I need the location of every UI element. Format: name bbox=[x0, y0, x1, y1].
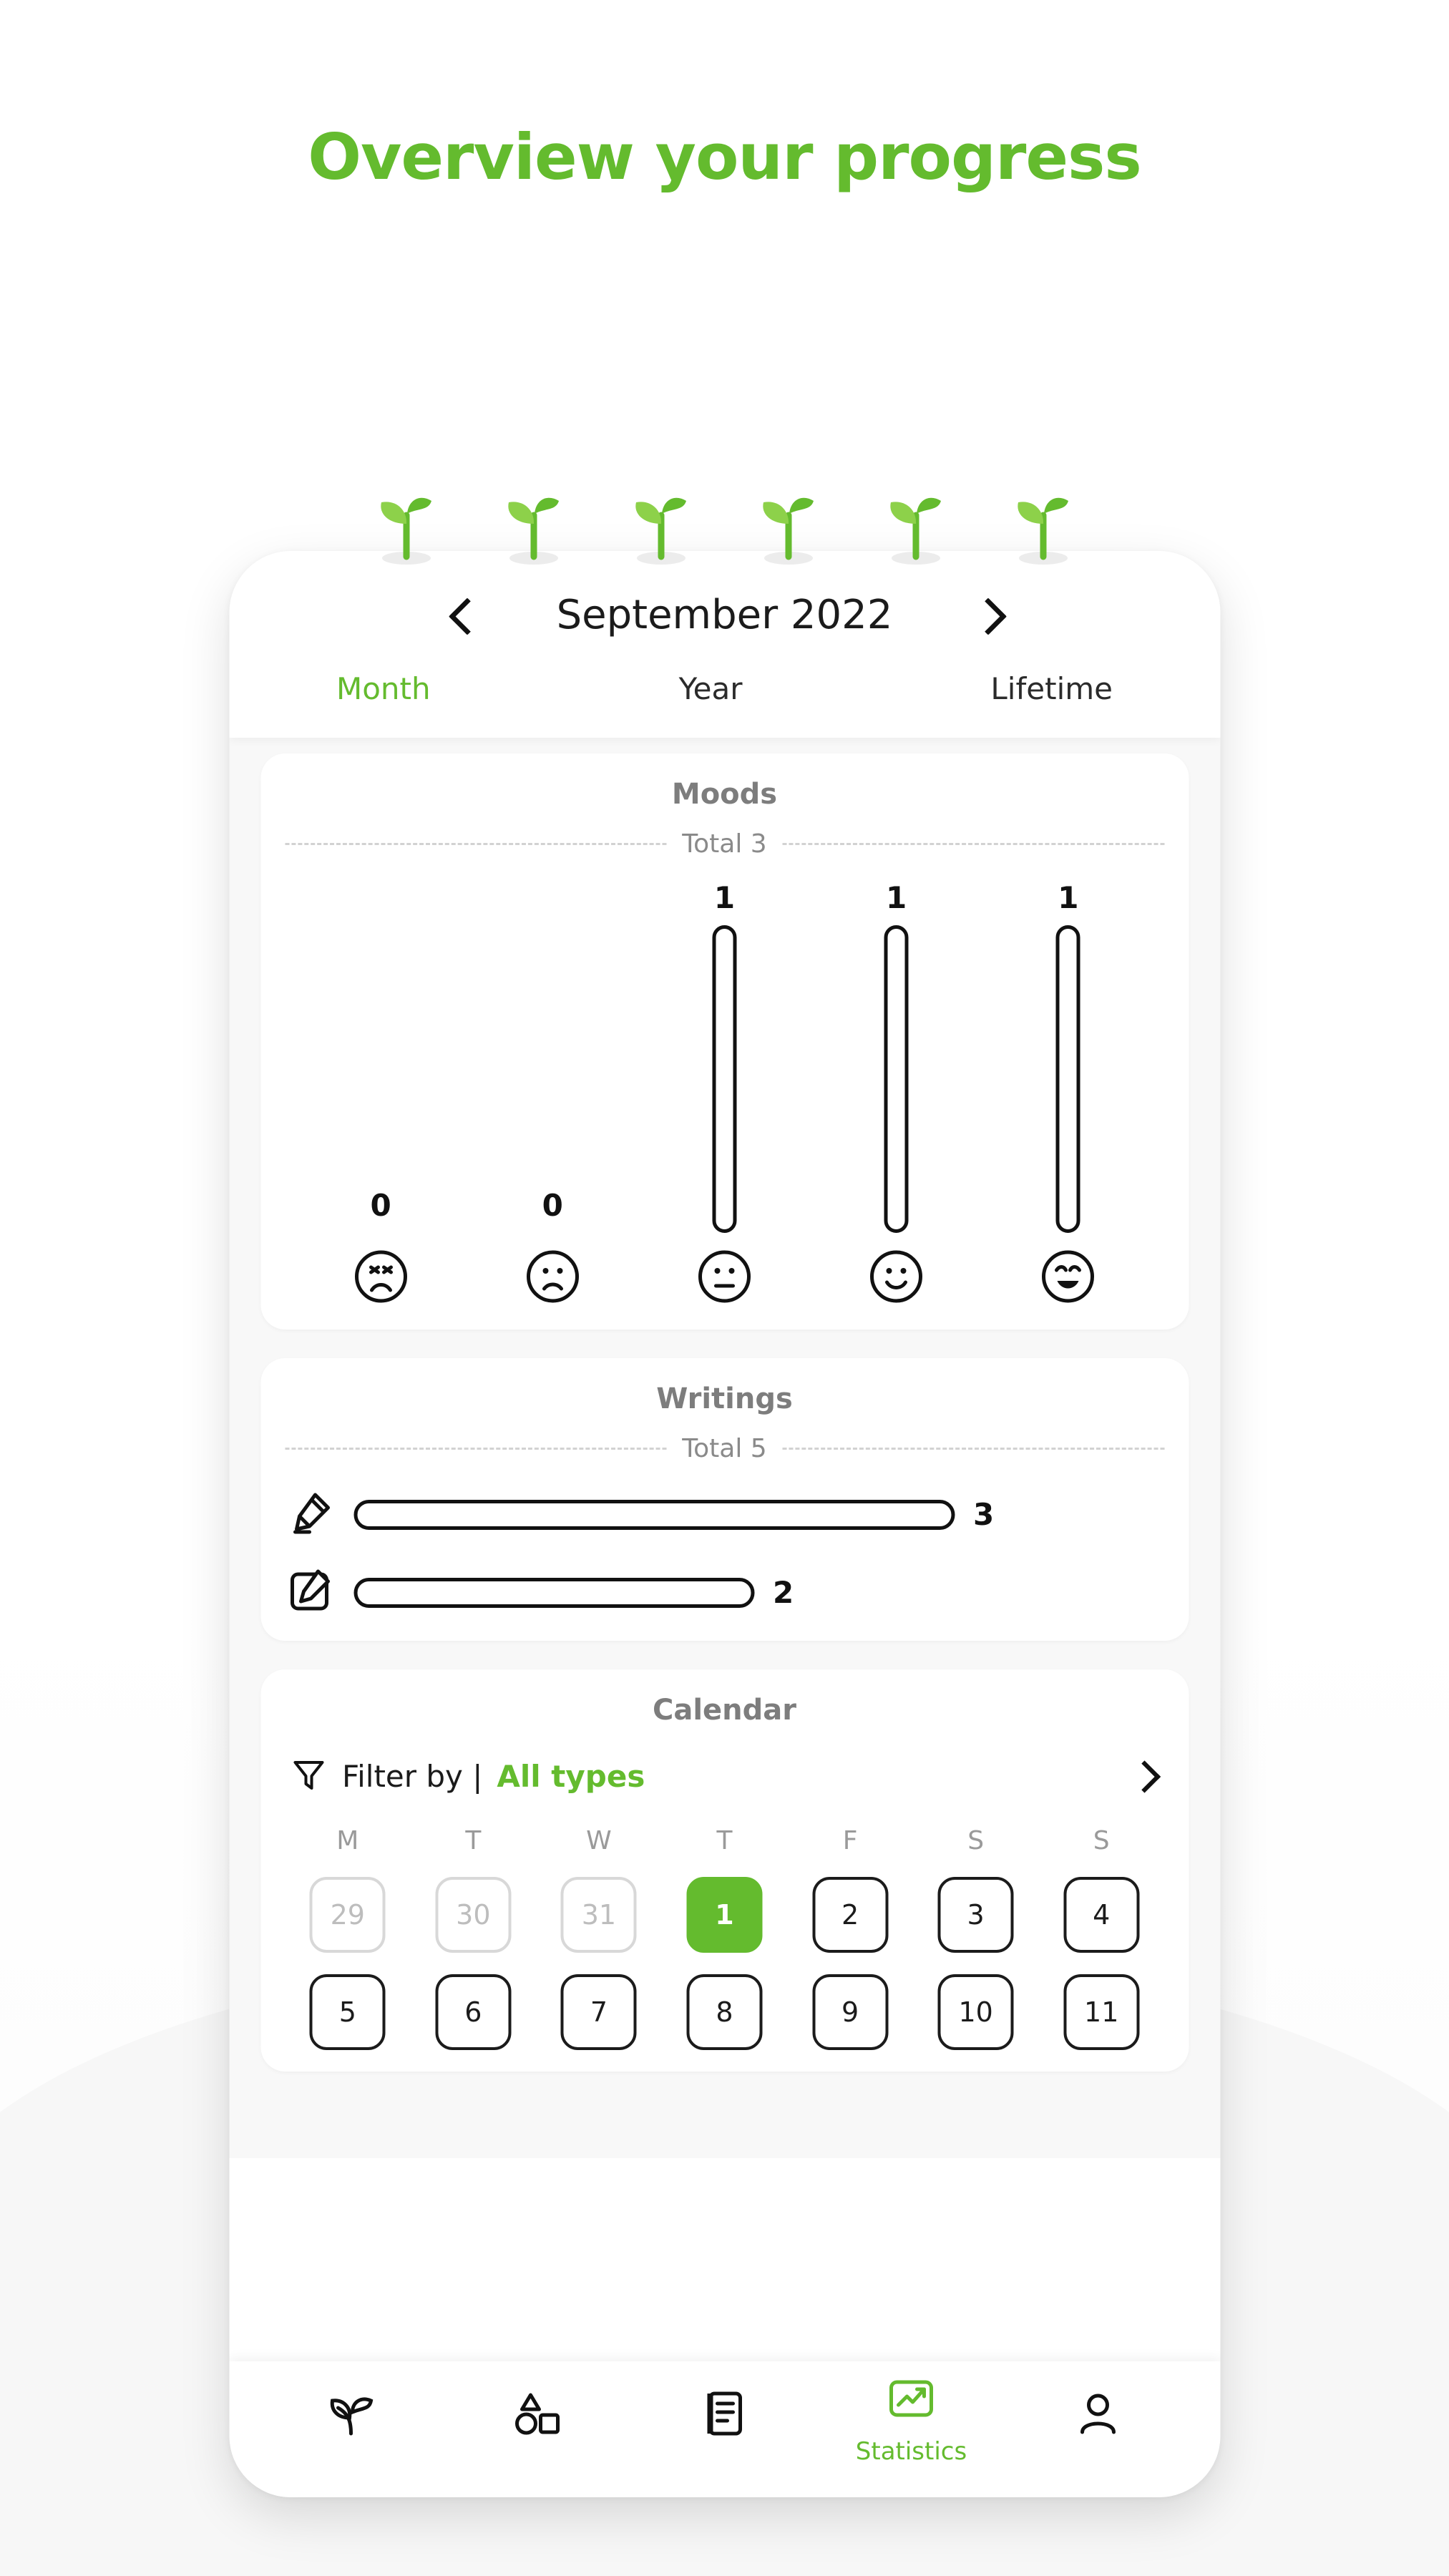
sprout-icon bbox=[1004, 479, 1083, 565]
calendar-day[interactable]: 2 bbox=[812, 1877, 888, 1953]
moods-total-row bbox=[285, 829, 1164, 859]
chevron-left-icon[interactable] bbox=[446, 599, 477, 630]
calendar-day-headers bbox=[285, 1826, 1164, 1855]
sprout-row bbox=[303, 458, 1147, 565]
writings-total-label: Total 5 bbox=[682, 1434, 767, 1463]
mood-sad-icon bbox=[525, 1249, 580, 1308]
calendar-day[interactable]: 6 bbox=[435, 1974, 511, 2050]
range-tabs bbox=[229, 654, 1220, 731]
mood-bar bbox=[712, 925, 736, 1233]
calendar-day[interactable]: 30 bbox=[435, 1877, 511, 1953]
person-icon bbox=[1071, 2386, 1126, 2444]
calendar-day[interactable]: 5 bbox=[310, 1974, 386, 2050]
day-header: F bbox=[842, 1826, 858, 1855]
mood-value-label: 1 bbox=[713, 880, 736, 915]
writings-title: Writings bbox=[656, 1382, 793, 1415]
highlighter-icon bbox=[285, 1488, 335, 1541]
tab-month[interactable]: Month bbox=[336, 671, 431, 706]
nav-item-profile[interactable] bbox=[1027, 2386, 1170, 2451]
phone-frame bbox=[229, 551, 1220, 2497]
moods-total-label: Total 3 bbox=[682, 829, 767, 859]
calendar-day[interactable]: 10 bbox=[938, 1974, 1014, 2050]
chevron-right-icon[interactable] bbox=[1131, 1762, 1160, 1791]
mood-value-label: 0 bbox=[542, 1188, 563, 1223]
divider-right bbox=[783, 843, 1164, 845]
calendar-title: Calendar bbox=[652, 1694, 796, 1727]
mood-happy-icon bbox=[869, 1249, 924, 1308]
calendar-day[interactable]: 29 bbox=[310, 1877, 386, 1953]
day-header: S bbox=[1093, 1826, 1110, 1855]
day-header: W bbox=[586, 1826, 612, 1855]
month-navigator bbox=[229, 575, 1220, 654]
mood-very-sad-icon bbox=[353, 1249, 409, 1308]
writing-bar bbox=[353, 1578, 754, 1608]
filter-label: Filter by | bbox=[342, 1759, 483, 1794]
moods-card bbox=[260, 753, 1189, 1330]
journal-icon bbox=[698, 2386, 752, 2444]
writing-row bbox=[285, 1566, 1164, 1619]
sprout-icon bbox=[622, 479, 701, 565]
nav-item-statistics[interactable] bbox=[840, 2372, 983, 2466]
filter-row[interactable] bbox=[285, 1745, 1164, 1805]
tab-year[interactable]: Year bbox=[678, 671, 743, 706]
calendar-card bbox=[260, 1669, 1189, 2072]
writings-card bbox=[260, 1358, 1189, 1641]
mood-value-label: 1 bbox=[1058, 880, 1079, 915]
mood-column bbox=[1015, 864, 1122, 1308]
writing-row bbox=[285, 1488, 1164, 1541]
chevron-right-icon[interactable] bbox=[972, 599, 1004, 630]
divider-left bbox=[285, 843, 666, 845]
calendar-week bbox=[285, 1877, 1164, 1953]
calendar-day[interactable]: 8 bbox=[686, 1974, 762, 2050]
calendar-day[interactable]: 9 bbox=[812, 1974, 888, 2050]
pencil-note-icon bbox=[285, 1566, 335, 1619]
chart-line-icon bbox=[884, 2372, 939, 2430]
moods-title: Moods bbox=[671, 778, 778, 811]
calendar-week bbox=[285, 1974, 1164, 2050]
nav-item-journal[interactable] bbox=[653, 2386, 796, 2451]
day-header: T bbox=[465, 1826, 482, 1855]
calendar-day[interactable]: 31 bbox=[561, 1877, 637, 1953]
mood-bar bbox=[1056, 925, 1080, 1233]
day-header: M bbox=[336, 1826, 359, 1855]
day-header: S bbox=[967, 1826, 985, 1855]
mood-column bbox=[327, 864, 434, 1308]
nav-item-plants[interactable] bbox=[280, 2386, 423, 2451]
mood-column bbox=[843, 864, 950, 1308]
calendar-day[interactable]: 3 bbox=[938, 1877, 1014, 1953]
writing-bar bbox=[353, 1500, 955, 1530]
shapes-icon bbox=[511, 2386, 565, 2444]
mood-column bbox=[499, 864, 606, 1308]
mood-neutral-icon bbox=[696, 1249, 752, 1308]
calendar-day-selected[interactable]: 1 bbox=[686, 1877, 762, 1953]
calendar-day[interactable]: 4 bbox=[1063, 1877, 1139, 1953]
divider-right bbox=[783, 1448, 1164, 1450]
writing-count: 2 bbox=[773, 1575, 794, 1610]
mood-very-happy-icon bbox=[1040, 1249, 1096, 1308]
sprout-icon bbox=[494, 479, 573, 565]
month-title: September 2022 bbox=[556, 591, 893, 638]
day-header: T bbox=[716, 1826, 733, 1855]
tab-lifetime[interactable]: Lifetime bbox=[990, 671, 1113, 706]
sprout-icon bbox=[877, 479, 955, 565]
divider-left bbox=[285, 1448, 666, 1450]
statistics-scroll[interactable] bbox=[229, 738, 1220, 2158]
calendar-day[interactable]: 7 bbox=[561, 1974, 637, 2050]
bottom-navigation bbox=[229, 2361, 1220, 2497]
mood-column bbox=[670, 864, 778, 1308]
writing-count: 3 bbox=[973, 1497, 995, 1532]
sprout-icon bbox=[367, 479, 446, 565]
mood-bar bbox=[884, 925, 909, 1233]
sprout-icon bbox=[749, 479, 828, 565]
moods-bar-chart bbox=[285, 864, 1164, 1308]
filter-value[interactable]: All types bbox=[497, 1759, 645, 1794]
writings-total-row bbox=[285, 1434, 1164, 1463]
nav-item-shapes[interactable] bbox=[467, 2386, 610, 2451]
mood-value-label: 0 bbox=[370, 1188, 391, 1223]
mood-value-label: 1 bbox=[886, 880, 907, 915]
nav-label-statistics: Statistics bbox=[855, 2436, 967, 2466]
page-title: Overview your progress bbox=[308, 120, 1141, 194]
sprout-icon bbox=[324, 2386, 379, 2444]
funnel-icon bbox=[289, 1755, 328, 1797]
app-header bbox=[229, 551, 1220, 738]
calendar-day[interactable]: 11 bbox=[1063, 1974, 1139, 2050]
